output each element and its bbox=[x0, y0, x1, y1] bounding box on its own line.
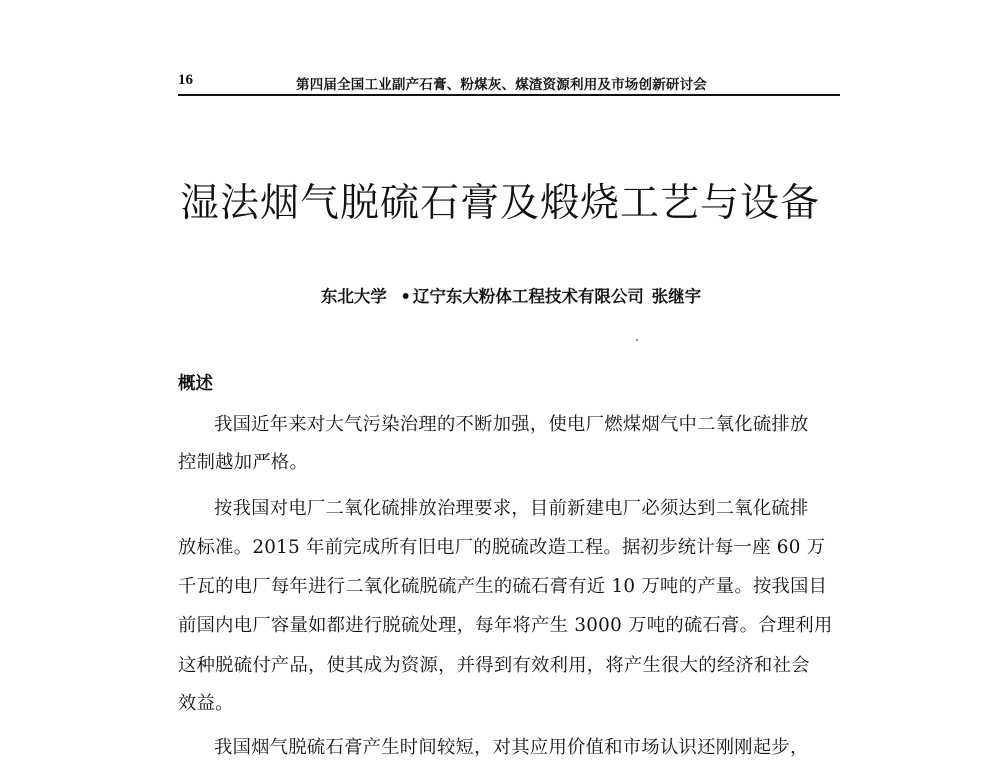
body-line: 按我国对电厂二氧化硫排放治理要求，目前新建电厂必须达到二氧化硫排 bbox=[214, 498, 809, 519]
affiliation-separator: • bbox=[400, 287, 411, 306]
page-number: 16 bbox=[178, 72, 193, 88]
paper-title: 湿法烟气脱硫石膏及煅烧工艺与设备 bbox=[179, 181, 820, 226]
affiliation-university: 东北大学 bbox=[320, 287, 387, 306]
body-line: 我国烟气脱硫石膏产生时间较短，对其应用价值和市场认识还刚刚起步， bbox=[214, 737, 809, 758]
author-line bbox=[0, 283, 1000, 307]
scan-speck bbox=[636, 339, 638, 341]
body-line: 这种脱硫付产品，使其成为资源，并得到有效利用，将产生很大的经济和社会 bbox=[178, 655, 810, 676]
conference-title: 第四届全国工业副产石膏、粉煤灰、煤渣资源利用及市场创新研讨会 bbox=[296, 77, 707, 93]
body-line: 千瓦的电厂每年进行二氧化硫脱硫产生的硫石膏有近 10 万吨的产量。按我国目 bbox=[178, 576, 828, 597]
body-line: 控制越加严格。 bbox=[178, 452, 309, 473]
running-header bbox=[178, 70, 840, 96]
section-heading: 概述 bbox=[178, 374, 213, 394]
body-line: 我国近年来对大气污染治理的不断加强，使电厂燃煤烟气中二氧化硫排放 bbox=[214, 414, 809, 435]
author-name: 张继宇 bbox=[651, 287, 702, 306]
body-line: 前国内电厂容量如都进行脱硫处理，每年将产生 3000 万吨的硫石膏。合理利用 bbox=[178, 615, 833, 636]
body-line: 效益。 bbox=[178, 693, 234, 714]
affiliation-company: 辽宁东大粉体工程技术有限公司 bbox=[412, 287, 644, 306]
body-line: 放标准。2015 年前完成所有旧电厂的脱硫改造工程。据初步统计每一座 60 万 bbox=[178, 537, 826, 558]
